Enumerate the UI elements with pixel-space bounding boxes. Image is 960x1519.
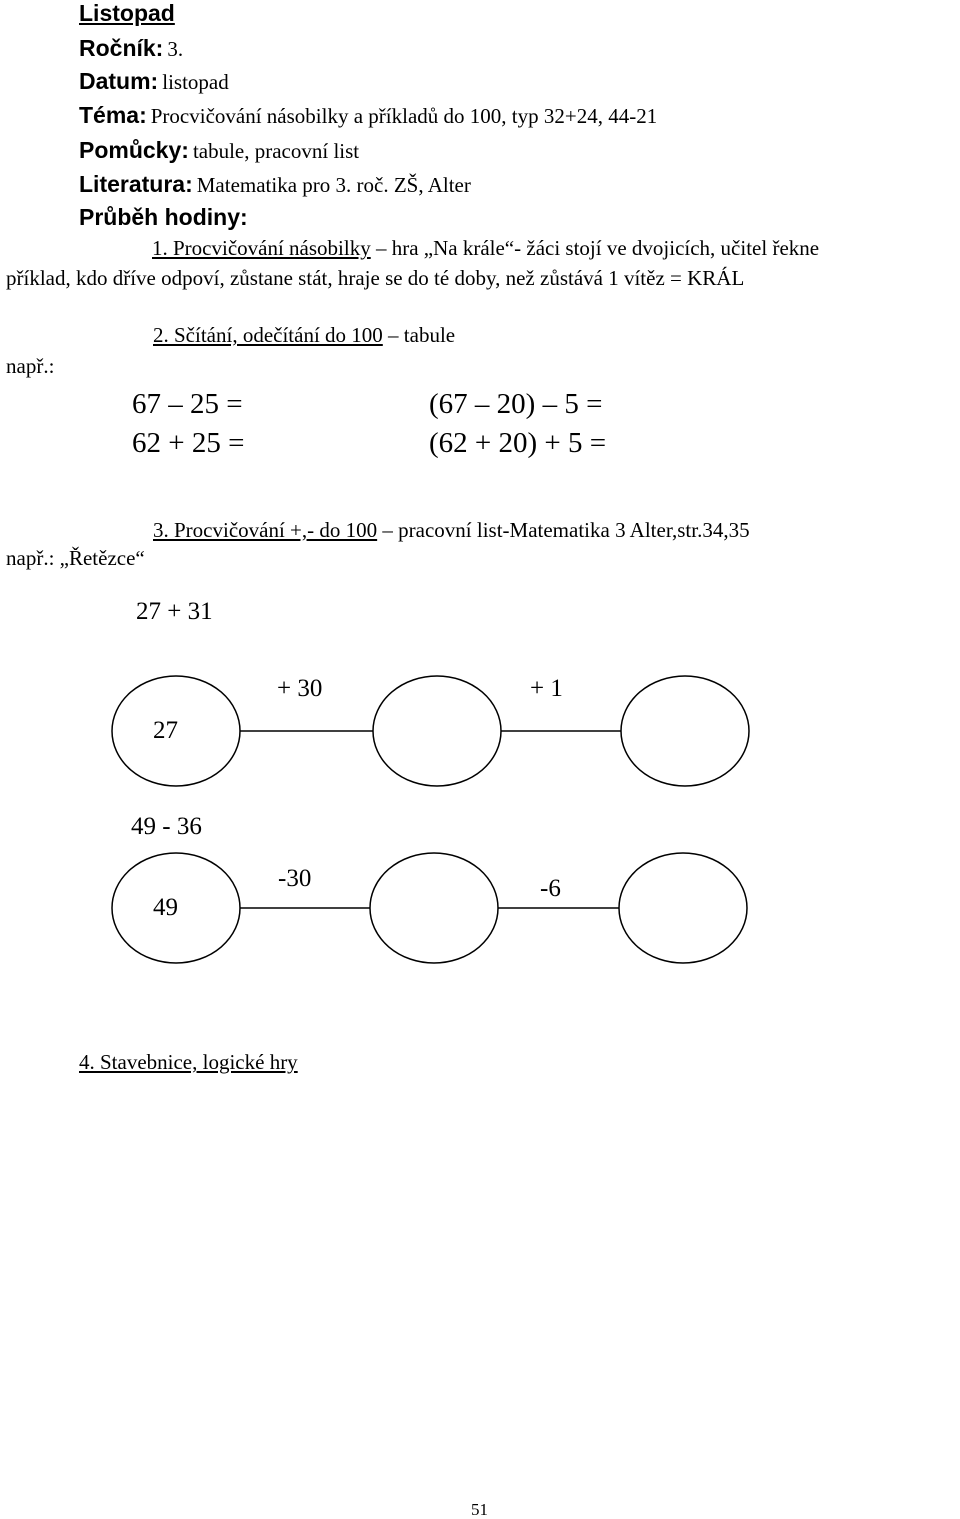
section1-heading: 1. Procvičování násobilky [152,236,371,260]
chain2-start-value: 49 [153,894,178,921]
chain1-step2: + 1 [530,675,563,702]
pomucky-label: Pomůcky: [79,137,189,163]
literatura-value: Matematika pro 3. roč. ZŠ, Alter [196,173,471,197]
rocnik-value: 3. [167,37,184,61]
chain2-step1: -30 [278,865,312,892]
section3-heading: 3. Procvičování +,- do 100 [153,518,378,542]
chain1 [112,676,749,786]
chain1-circle-3 [621,676,749,786]
section1-line1-text: – hra „Na krále“- žáci stojí ve dvojicích, učitel řekne [370,236,820,260]
chain2-circle-3 [619,853,747,963]
section3-example-label: např.: „Řetězce“ [6,546,145,570]
literatura-label: Literatura: [79,171,193,197]
chain1-expression: 27 + 31 [136,598,213,625]
section2-example-label: např.: [6,354,55,378]
rocnik-label: Ročník: [79,35,164,61]
chain2-step2: -6 [540,875,561,902]
chain1-circle-2 [373,676,501,786]
tema-label: Téma: [79,102,147,128]
chain2 [112,853,747,963]
section1-line2: příklad, kdo dříve odpoví, zůstane stát, hraje se do té doby, než zůstává 1 vítěz = KRÁL [6,266,745,290]
equation-a: 67 – 25 = [132,388,243,420]
chain1-start-value: 27 [153,717,178,744]
page-number: 51 [471,1500,488,1519]
prubeh-heading: Průběh hodiny: [79,204,248,230]
equation-d: (62 + 20) + 5 = [429,427,607,459]
section4-heading: 4. Stavebnice, logické hry [79,1050,298,1074]
section2-heading-rest: – tabule [382,323,456,347]
pomucky-value: tabule, pracovní list [192,139,360,163]
chain1-step1: + 30 [277,675,323,702]
chain2-expression: 49 - 36 [131,813,202,840]
equation-b: (67 – 20) – 5 = [429,388,603,420]
tema-value: Procvičování násobilky a příkladů do 100, typ 32+24, 44-21 [150,104,658,128]
section3-heading-rest: – pracovní list-Matematika 3 Alter,str.34,35 [377,518,750,542]
datum-label: Datum: [79,68,159,94]
chain2-circle-2 [370,853,498,963]
page-title: Listopad [79,0,175,26]
equation-c: 62 + 25 = [132,427,245,459]
section2-heading: 2. Sčítání, odečítání do 100 [153,323,383,347]
datum-value: listopad [162,70,229,94]
